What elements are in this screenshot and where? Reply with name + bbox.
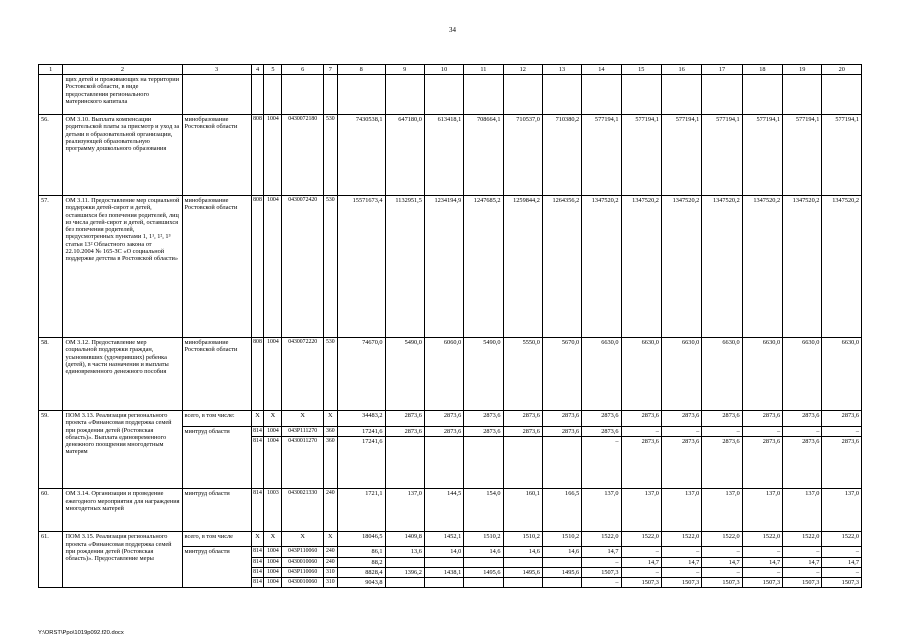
value-cell: 137,0 bbox=[661, 489, 701, 532]
value-cell: 1507,3 bbox=[702, 578, 742, 588]
value-cell: 613418,1 bbox=[424, 115, 463, 196]
value-cell: 14,7 bbox=[661, 557, 701, 567]
value-cell: 6630,0 bbox=[582, 338, 621, 411]
value-cell bbox=[385, 557, 424, 567]
value-cell: – bbox=[783, 427, 822, 437]
value-cell: 647180,0 bbox=[385, 115, 424, 196]
value-cell: 2873,6 bbox=[742, 437, 782, 489]
empty-cell bbox=[323, 75, 337, 115]
value-cell: 9043,8 bbox=[337, 578, 385, 588]
value-cell: 14,7 bbox=[742, 557, 782, 567]
code-cell: 1004 bbox=[264, 578, 282, 588]
code-cell: 1004 bbox=[264, 427, 282, 437]
value-cell: 1409,8 bbox=[385, 532, 424, 547]
value-cell: – bbox=[621, 427, 661, 437]
code-cell: 240 bbox=[323, 489, 337, 532]
value-cell bbox=[424, 578, 463, 588]
executor-cell: минобразование Ростовской области bbox=[182, 115, 251, 196]
value-cell: 14,0 bbox=[424, 547, 463, 557]
column-number-header: 8 bbox=[337, 65, 385, 75]
value-cell: 2873,6 bbox=[503, 411, 542, 427]
value-cell: 7430538,1 bbox=[337, 115, 385, 196]
value-cell: 1721,1 bbox=[337, 489, 385, 532]
value-cell: 137,0 bbox=[582, 489, 621, 532]
code-cell: 1004 bbox=[264, 437, 282, 489]
code-cell: 814 bbox=[251, 578, 264, 588]
value-cell: 2873,6 bbox=[385, 411, 424, 427]
code-cell: 0430011270 bbox=[282, 437, 323, 489]
column-number-header: 9 bbox=[385, 65, 424, 75]
value-cell: 2873,6 bbox=[424, 427, 463, 437]
executor-cell: минтруд области bbox=[182, 547, 251, 588]
number-cell: 56. bbox=[39, 115, 63, 196]
value-cell: 5490,0 bbox=[385, 338, 424, 411]
code-cell: 240 bbox=[323, 547, 337, 557]
value-cell: 1522,0 bbox=[582, 532, 621, 547]
value-cell: 160,1 bbox=[503, 489, 542, 532]
code-cell: 1004 bbox=[264, 557, 282, 567]
value-cell: 1522,0 bbox=[702, 532, 742, 547]
value-cell: – bbox=[783, 547, 822, 557]
value-cell: 1510,2 bbox=[503, 532, 542, 547]
value-cell: – bbox=[702, 427, 742, 437]
value-cell: – bbox=[582, 437, 621, 489]
value-cell: 1247685,2 bbox=[464, 196, 503, 338]
value-cell: 1347520,2 bbox=[742, 196, 782, 338]
value-cell: – bbox=[742, 567, 782, 577]
value-cell: 14,6 bbox=[503, 547, 542, 557]
code-cell: 530 bbox=[323, 338, 337, 411]
value-cell: 137,0 bbox=[621, 489, 661, 532]
column-number-header: 2 bbox=[63, 65, 182, 75]
value-cell: 577194,1 bbox=[742, 115, 782, 196]
value-cell: 1510,2 bbox=[464, 532, 503, 547]
column-number-header: 13 bbox=[542, 65, 581, 75]
value-cell: 2873,6 bbox=[424, 411, 463, 427]
value-cell: 14,7 bbox=[702, 557, 742, 567]
value-cell: – bbox=[742, 547, 782, 557]
value-cell: 2873,6 bbox=[822, 437, 862, 489]
value-cell: – bbox=[702, 567, 742, 577]
value-cell: 74670,0 bbox=[337, 338, 385, 411]
value-cell: 577194,1 bbox=[822, 115, 862, 196]
value-cell: 137,0 bbox=[385, 489, 424, 532]
column-number-header: 1 bbox=[39, 65, 63, 75]
value-cell: 1495,6 bbox=[464, 567, 503, 577]
executor-cell: минобразование Ростовской области bbox=[182, 196, 251, 338]
value-cell: 1259844,2 bbox=[503, 196, 542, 338]
value-cell: 88,2 bbox=[337, 557, 385, 567]
code-cell: 310 bbox=[323, 567, 337, 577]
empty-cell bbox=[783, 75, 822, 115]
empty-cell bbox=[542, 75, 581, 115]
x-cell: X bbox=[251, 532, 264, 547]
empty-cell bbox=[702, 75, 742, 115]
code-cell: 0430010060 bbox=[282, 557, 323, 567]
number-cell: 59. bbox=[39, 411, 63, 489]
column-number-header: 16 bbox=[661, 65, 701, 75]
value-cell bbox=[503, 437, 542, 489]
value-cell: 2873,6 bbox=[542, 411, 581, 427]
code-cell: 814 bbox=[251, 547, 264, 557]
code-cell: 043P110060 bbox=[282, 567, 323, 577]
value-cell: 577194,1 bbox=[702, 115, 742, 196]
value-cell: 2873,6 bbox=[582, 411, 621, 427]
value-cell: 6630,0 bbox=[661, 338, 701, 411]
value-cell: 1522,0 bbox=[661, 532, 701, 547]
value-cell: 577194,1 bbox=[621, 115, 661, 196]
value-cell: – bbox=[621, 567, 661, 577]
value-cell: 1264356,2 bbox=[542, 196, 581, 338]
executor-cell: всего, в том числе bbox=[182, 532, 251, 547]
value-cell: 1452,1 bbox=[424, 532, 463, 547]
code-cell: 814 bbox=[251, 427, 264, 437]
value-cell: 14,7 bbox=[783, 557, 822, 567]
empty-cell bbox=[282, 75, 323, 115]
code-cell: 0430072420 bbox=[282, 196, 323, 338]
x-cell: X bbox=[264, 532, 282, 547]
executor-cell: минтруд области bbox=[182, 427, 251, 489]
value-cell bbox=[424, 557, 463, 567]
value-cell: 6630,0 bbox=[742, 338, 782, 411]
value-cell: – bbox=[661, 427, 701, 437]
value-cell bbox=[542, 437, 581, 489]
code-cell: 310 bbox=[323, 578, 337, 588]
value-cell: 2873,6 bbox=[822, 411, 862, 427]
value-cell: 2873,6 bbox=[661, 437, 701, 489]
value-cell: 1522,0 bbox=[621, 532, 661, 547]
column-number-header: 6 bbox=[282, 65, 323, 75]
value-cell: 18046,5 bbox=[337, 532, 385, 547]
value-cell bbox=[464, 578, 503, 588]
value-cell: 137,0 bbox=[822, 489, 862, 532]
value-cell: 137,0 bbox=[742, 489, 782, 532]
value-cell: 6630,0 bbox=[783, 338, 822, 411]
value-cell: 2873,6 bbox=[542, 427, 581, 437]
column-number-header: 14 bbox=[582, 65, 621, 75]
x-cell: X bbox=[282, 411, 323, 427]
code-cell: 814 bbox=[251, 557, 264, 567]
column-number-header: 19 bbox=[783, 65, 822, 75]
value-cell: 5490,0 bbox=[464, 338, 503, 411]
value-cell: 577194,1 bbox=[661, 115, 701, 196]
name-cell: щих детей и проживающих на территории Ростовской области, в виде предоставления регионального материнского капитала bbox=[63, 75, 182, 115]
number-cell bbox=[39, 75, 63, 115]
value-cell: 137,0 bbox=[783, 489, 822, 532]
value-cell: 2873,6 bbox=[702, 437, 742, 489]
value-cell: 137,0 bbox=[702, 489, 742, 532]
empty-cell bbox=[464, 75, 503, 115]
value-cell: 1507,3 bbox=[742, 578, 782, 588]
value-cell: 2873,6 bbox=[742, 411, 782, 427]
value-cell: 2873,6 bbox=[702, 411, 742, 427]
empty-cell bbox=[264, 75, 282, 115]
program-table bbox=[38, 64, 862, 588]
column-number-header: 4 bbox=[251, 65, 264, 75]
value-cell: 6630,0 bbox=[822, 338, 862, 411]
value-cell: 1522,0 bbox=[783, 532, 822, 547]
value-cell bbox=[385, 578, 424, 588]
value-cell: 154,0 bbox=[464, 489, 503, 532]
code-cell: 240 bbox=[323, 557, 337, 567]
value-cell bbox=[503, 557, 542, 567]
table-row-row56 bbox=[39, 115, 862, 196]
file-path-footer: Y:\ORST\Ppo\1019p092.f20.docx bbox=[38, 630, 124, 636]
code-cell: 1004 bbox=[264, 547, 282, 557]
empty-cell bbox=[385, 75, 424, 115]
value-cell: 1507,3 bbox=[783, 578, 822, 588]
value-cell: 15571673,4 bbox=[337, 196, 385, 338]
value-cell: 6060,0 bbox=[424, 338, 463, 411]
empty-cell bbox=[251, 75, 264, 115]
code-cell: 808 bbox=[251, 196, 264, 338]
value-cell: 577194,1 bbox=[783, 115, 822, 196]
value-cell: 1507,3 bbox=[621, 578, 661, 588]
value-cell: 1347520,2 bbox=[822, 196, 862, 338]
value-cell: 14,6 bbox=[542, 547, 581, 557]
column-number-header: 7 bbox=[323, 65, 337, 75]
value-cell: 144,5 bbox=[424, 489, 463, 532]
code-cell: 1004 bbox=[264, 115, 282, 196]
x-cell: X bbox=[251, 411, 264, 427]
table-row-row61 bbox=[39, 532, 862, 547]
value-cell: 1510,2 bbox=[542, 532, 581, 547]
value-cell: 2873,6 bbox=[621, 437, 661, 489]
code-cell: 1004 bbox=[264, 338, 282, 411]
name-cell: ОМ 3.12. Предоставление мер социальной поддержки граждан, усыновивших (удочеривших) ребенка (детей), в части назначения и выплаты единовременного денежного пособия bbox=[63, 338, 182, 411]
table-row-continuation bbox=[39, 75, 862, 115]
value-cell: 2873,6 bbox=[661, 411, 701, 427]
value-cell: 1507,3 bbox=[582, 567, 621, 577]
column-number-header: 17 bbox=[702, 65, 742, 75]
value-cell bbox=[503, 578, 542, 588]
value-cell: 2873,6 bbox=[503, 427, 542, 437]
value-cell: – bbox=[621, 547, 661, 557]
code-cell: 360 bbox=[323, 427, 337, 437]
value-cell bbox=[424, 437, 463, 489]
empty-cell bbox=[337, 75, 385, 115]
value-cell: 86,1 bbox=[337, 547, 385, 557]
value-cell bbox=[542, 557, 581, 567]
code-cell: 0430021330 bbox=[282, 489, 323, 532]
value-cell bbox=[464, 557, 503, 567]
value-cell: 1396,2 bbox=[385, 567, 424, 577]
value-cell: 1347520,2 bbox=[702, 196, 742, 338]
code-cell: 808 bbox=[251, 115, 264, 196]
code-cell: 814 bbox=[251, 567, 264, 577]
code-cell: 530 bbox=[323, 196, 337, 338]
value-cell: 14,7 bbox=[582, 547, 621, 557]
value-cell: 6630,0 bbox=[621, 338, 661, 411]
number-cell: 61. bbox=[39, 532, 63, 588]
value-cell: 708664,1 bbox=[464, 115, 503, 196]
executor-cell: минтруд области bbox=[182, 489, 251, 532]
value-cell: 2873,6 bbox=[783, 437, 822, 489]
column-number-header: 11 bbox=[464, 65, 503, 75]
column-number-header: 10 bbox=[424, 65, 463, 75]
number-cell: 57. bbox=[39, 196, 63, 338]
number-cell: 58. bbox=[39, 338, 63, 411]
executor-cell: всего, в том числе: bbox=[182, 411, 251, 427]
value-cell: 1507,3 bbox=[661, 578, 701, 588]
value-cell bbox=[542, 578, 581, 588]
value-cell: – bbox=[582, 578, 621, 588]
value-cell: 34483,2 bbox=[337, 411, 385, 427]
name-cell: ОМ 3.10. Выплата компенсации родительской платы за присмотр и уход за детьми в образовательной организации, реализующей образовательную программу дошкольного образования bbox=[63, 115, 182, 196]
value-cell: 17241,6 bbox=[337, 427, 385, 437]
code-cell: 814 bbox=[251, 489, 264, 532]
empty-cell bbox=[424, 75, 463, 115]
value-cell: 166,5 bbox=[542, 489, 581, 532]
value-cell: – bbox=[742, 427, 782, 437]
x-cell: X bbox=[323, 411, 337, 427]
x-cell: X bbox=[323, 532, 337, 547]
code-cell: 1004 bbox=[264, 196, 282, 338]
table-row-row58 bbox=[39, 338, 862, 411]
name-cell: ПОМ 3.13. Реализация регионального проекта «Финансовая поддержка семей при рождении детей (Ростовская область)». Выплата единовременного денежного поощрения многодетным матерям bbox=[63, 411, 182, 489]
value-cell: 1495,6 bbox=[542, 567, 581, 577]
value-cell: 1438,1 bbox=[424, 567, 463, 577]
code-cell: 0430072220 bbox=[282, 338, 323, 411]
column-number-header: 12 bbox=[503, 65, 542, 75]
value-cell: 2873,6 bbox=[783, 411, 822, 427]
header-row bbox=[39, 65, 862, 75]
value-cell: 2873,6 bbox=[464, 411, 503, 427]
empty-cell bbox=[742, 75, 782, 115]
x-cell: X bbox=[264, 411, 282, 427]
x-cell: X bbox=[282, 532, 323, 547]
code-cell: 043P110060 bbox=[282, 547, 323, 557]
code-cell: 360 bbox=[323, 437, 337, 489]
column-number-header: 5 bbox=[264, 65, 282, 75]
column-number-header: 18 bbox=[742, 65, 782, 75]
code-cell: 808 bbox=[251, 338, 264, 411]
value-cell: – bbox=[661, 547, 701, 557]
empty-cell bbox=[822, 75, 862, 115]
value-cell: 577194,1 bbox=[582, 115, 621, 196]
value-cell: 1234194,9 bbox=[424, 196, 463, 338]
value-cell bbox=[464, 437, 503, 489]
value-cell: 2873,6 bbox=[385, 427, 424, 437]
value-cell: 1347520,2 bbox=[582, 196, 621, 338]
name-cell: ОМ 3.14. Организация и проведение ежегодного мероприятия для награждения многодетных матерей bbox=[63, 489, 182, 532]
value-cell: – bbox=[822, 567, 862, 577]
code-cell: 1003 bbox=[264, 489, 282, 532]
value-cell: 17241,6 bbox=[337, 437, 385, 489]
code-cell: 1004 bbox=[264, 567, 282, 577]
name-cell: ПОМ 3.15. Реализация регионального проекта «Финансовая поддержка семей при рождении детей (Ростовская область)». Предоставление меры bbox=[63, 532, 182, 588]
empty-cell bbox=[503, 75, 542, 115]
value-cell: 1347520,2 bbox=[621, 196, 661, 338]
code-cell: 043P111270 bbox=[282, 427, 323, 437]
value-cell: 1347520,2 bbox=[661, 196, 701, 338]
code-cell: 530 bbox=[323, 115, 337, 196]
value-cell: 2873,6 bbox=[621, 411, 661, 427]
table-row-row59 bbox=[39, 411, 862, 427]
value-cell: – bbox=[582, 557, 621, 567]
column-number-header: 3 bbox=[182, 65, 251, 75]
column-number-header: 15 bbox=[621, 65, 661, 75]
table-row-row57 bbox=[39, 196, 862, 338]
empty-cell bbox=[582, 75, 621, 115]
value-cell: 14,6 bbox=[464, 547, 503, 557]
value-cell: 1522,0 bbox=[742, 532, 782, 547]
value-cell: – bbox=[661, 567, 701, 577]
value-cell: 6630,0 bbox=[702, 338, 742, 411]
value-cell: 2873,6 bbox=[464, 427, 503, 437]
value-cell: 1495,6 bbox=[503, 567, 542, 577]
value-cell: 5550,0 bbox=[503, 338, 542, 411]
value-cell: – bbox=[822, 547, 862, 557]
value-cell: 8828,4 bbox=[337, 567, 385, 577]
value-cell: 710380,2 bbox=[542, 115, 581, 196]
value-cell: 1347520,2 bbox=[783, 196, 822, 338]
code-cell: 0430010060 bbox=[282, 578, 323, 588]
value-cell: 1522,0 bbox=[822, 532, 862, 547]
page-number: 34 bbox=[449, 26, 456, 34]
value-cell: 710537,0 bbox=[503, 115, 542, 196]
value-cell: – bbox=[783, 567, 822, 577]
empty-cell bbox=[621, 75, 661, 115]
value-cell: – bbox=[702, 547, 742, 557]
code-cell: 0430072180 bbox=[282, 115, 323, 196]
table-row-row60 bbox=[39, 489, 862, 532]
empty-cell bbox=[661, 75, 701, 115]
number-cell: 60. bbox=[39, 489, 63, 532]
value-cell: 14,7 bbox=[822, 557, 862, 567]
value-cell: 2873,6 bbox=[582, 427, 621, 437]
column-number-header: 20 bbox=[822, 65, 862, 75]
executor-cell: минобразование Ростовской области bbox=[182, 338, 251, 411]
name-cell: ОМ 3.11. Предоставление мер социальной поддержки детей-сирот и детей, оставшихся без попечения родителей, лиц из числа детей-сирот и детей, оставшихся без попечения родителей, предусмотренных пунктами 1, 1¹, 1², 1³ статьи 13² Областного закона от 22.10.2004 № 165-ЗС «О социальной поддержке детства в Ростовской области» bbox=[63, 196, 182, 338]
value-cell: 14,7 bbox=[621, 557, 661, 567]
value-cell: 5670,0 bbox=[542, 338, 581, 411]
value-cell bbox=[385, 437, 424, 489]
value-cell: 1507,3 bbox=[822, 578, 862, 588]
value-cell: 13,6 bbox=[385, 547, 424, 557]
empty-cell bbox=[182, 75, 251, 115]
value-cell: 1132951,5 bbox=[385, 196, 424, 338]
code-cell: 814 bbox=[251, 437, 264, 489]
value-cell: – bbox=[822, 427, 862, 437]
